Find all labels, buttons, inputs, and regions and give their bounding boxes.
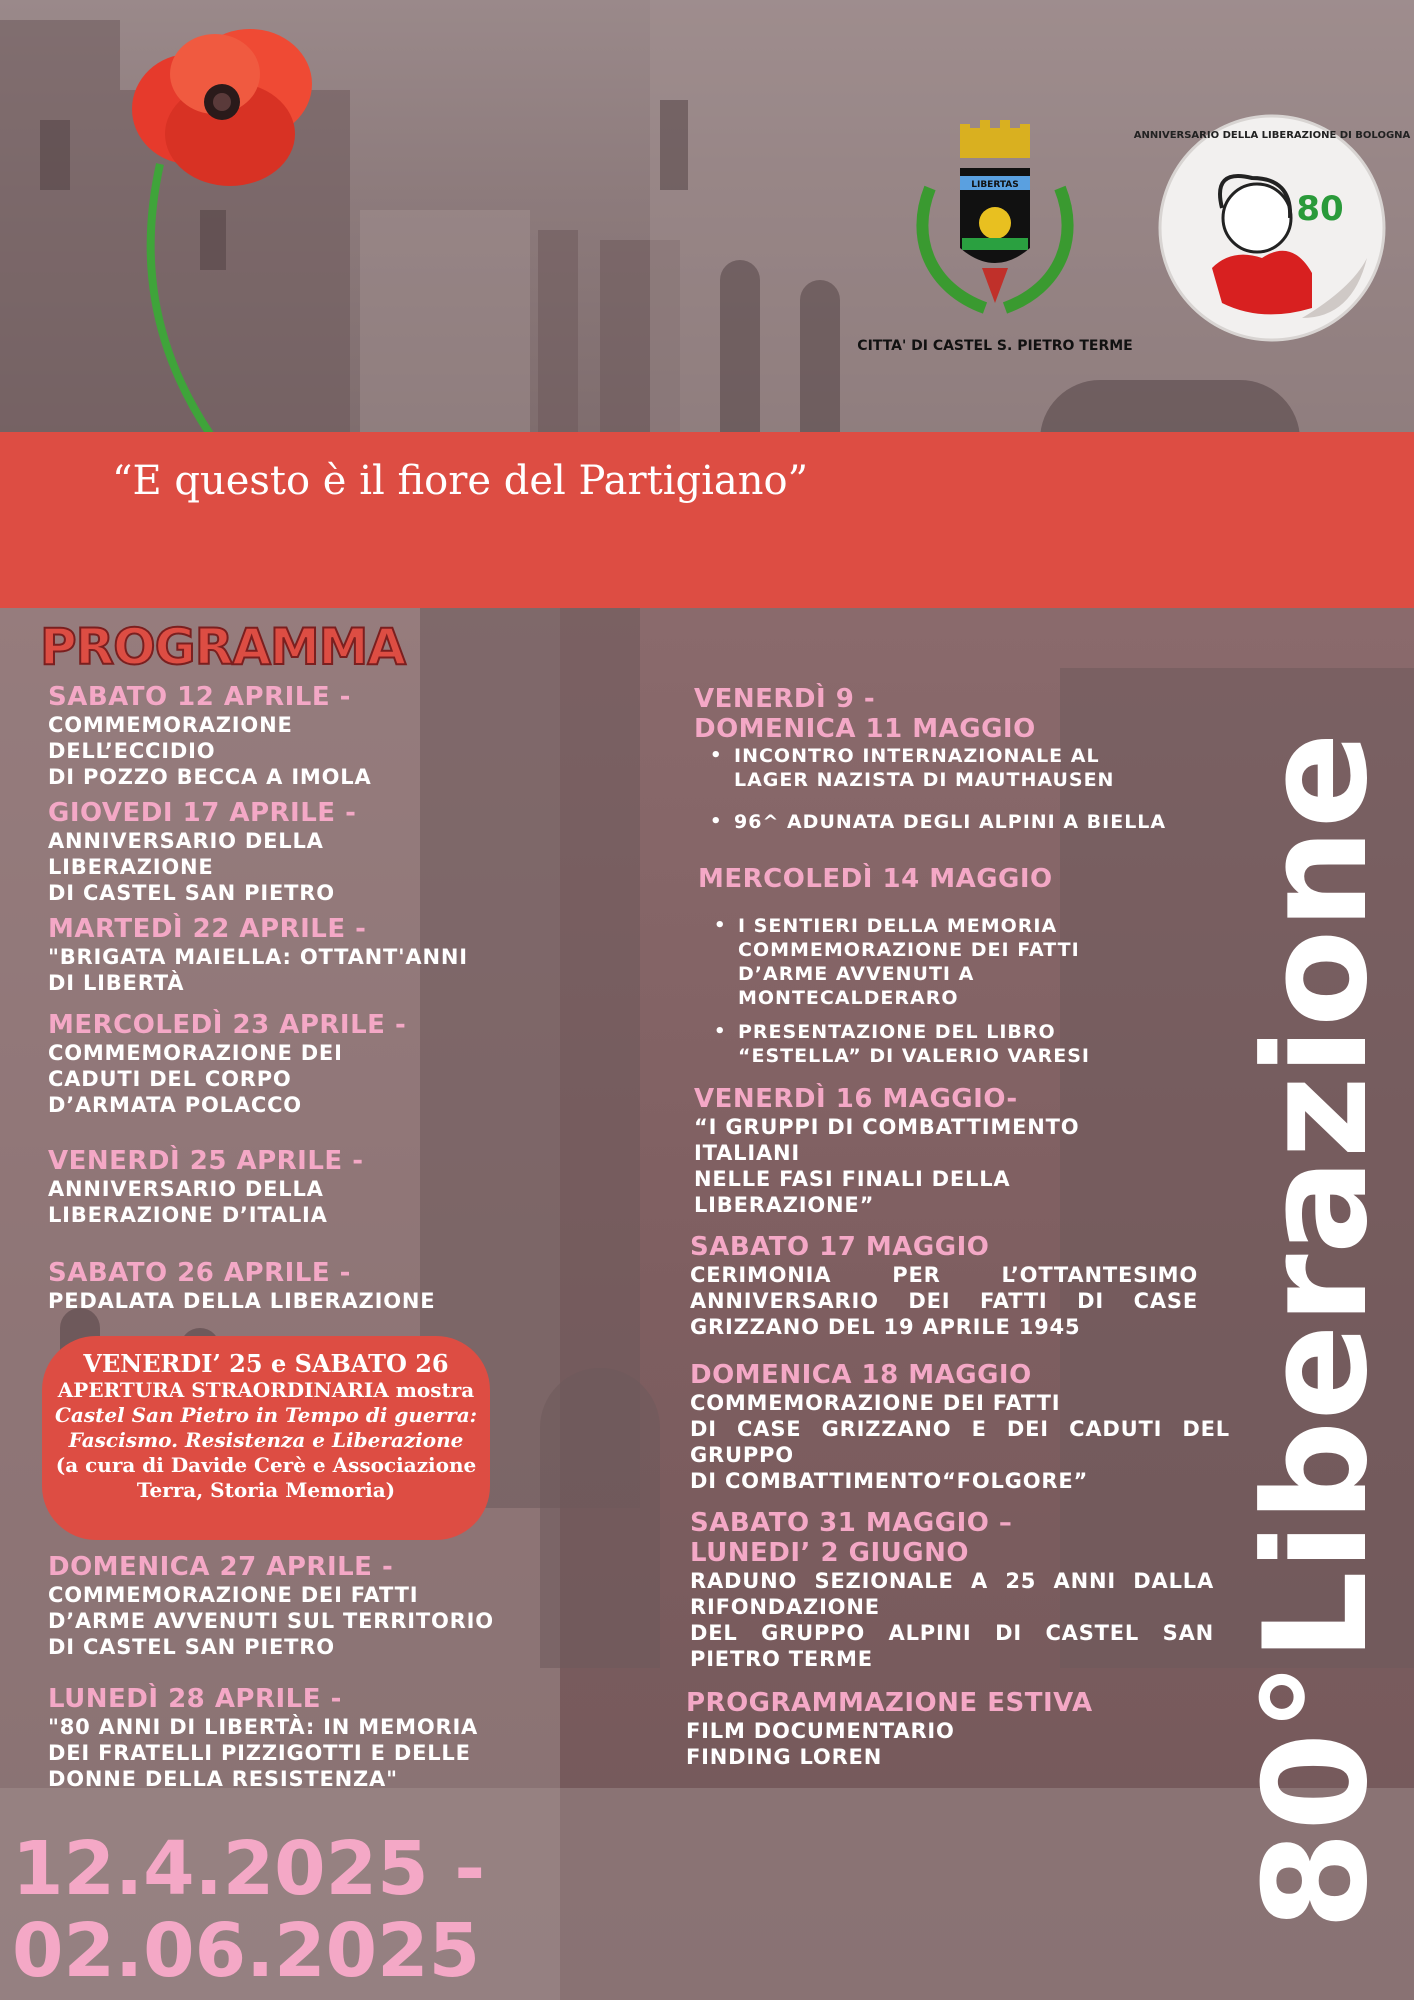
event-text: RADUNO SEZIONALE A 25 ANNI DALLA	[690, 1569, 1214, 1593]
bullet-line: LAGER NAZISTA DI MAUTHAUSEN	[734, 769, 1115, 791]
event-text: FINDING LOREN	[686, 1745, 883, 1769]
event-bullets	[694, 744, 1166, 834]
sticker-number: 80	[1296, 189, 1344, 229]
event-right-5	[690, 1508, 1214, 1672]
event-text: DONNE DELLA RESISTENZA"	[48, 1767, 398, 1791]
bullet-line: MONTECALDERARO	[738, 987, 959, 1009]
crest-banner-text: LIBERTAS	[971, 180, 1019, 190]
banner-quote: “E questo è il fiore del Partigiano”	[112, 458, 809, 504]
pill-line: Terra, Storia Memoria)	[136, 1478, 396, 1502]
event-bullets	[698, 914, 1090, 1068]
event-text: COMMEMORAZIONE DEI	[48, 1041, 343, 1065]
event-right-6	[686, 1688, 1093, 1770]
event-text: DI CASE GRIZZANO E DEI CADUTI DEL	[690, 1417, 1230, 1441]
event-text: NELLE FASI FINALI DELLA	[694, 1167, 1011, 1191]
event-date: SABATO 26 APRILE -	[48, 1258, 351, 1288]
event-date: SABATO 12 APRILE -	[48, 682, 351, 712]
event-left-5	[48, 1258, 435, 1314]
event-date: GIOVEDI 17 APRILE -	[48, 798, 357, 828]
event-text: PEDALATA DELLA LIBERAZIONE	[48, 1289, 436, 1313]
event-text: "BRIGATA MAIELLA: OTTANT'ANNI	[48, 945, 468, 969]
event-left-6	[48, 1552, 494, 1660]
event-text: CERIMONIA PER L’OTTANTESIMO	[690, 1263, 1198, 1287]
vertical-title: 80°Liberazione	[1234, 732, 1399, 1930]
date-range-start: 12.4.2025 -	[12, 1826, 486, 1912]
bullet-line: “ESTELLA” DI VALERIO VARESI	[738, 1045, 1090, 1067]
event-left-4	[48, 1146, 364, 1228]
event-date: SABATO 17 MAGGIO	[690, 1232, 990, 1262]
event-left-1	[48, 798, 356, 906]
bullet-item: • I SENTIERI DELLA MEMORIA COMMEMORAZIONE DEI FATTI D’ARME AVVENUTI A MONTECALDERARO	[714, 915, 1080, 1009]
city-crest-icon	[857, 118, 1133, 358]
date-range-end: 02.06.2025	[12, 1908, 481, 1994]
event-text: “I GRUPPI DI COMBATTIMENTO	[694, 1115, 1080, 1139]
bullet-item: • 96^ ADUNATA DEGLI ALPINI A BIELLA	[710, 811, 1167, 833]
event-text: DELL’ECCIDIO	[48, 739, 216, 763]
event-right-4	[690, 1360, 1230, 1494]
event-left-3	[48, 1010, 406, 1118]
event-date: VENERDÌ 9 -	[694, 684, 876, 714]
event-text: LIBERAZIONE	[48, 855, 214, 879]
event-text: COMMEMORAZIONE DEI FATTI	[690, 1391, 1061, 1415]
event-text: GRUPPO	[690, 1443, 794, 1467]
sticker-ring-text: ANNIVERSARIO DELLA LIBERAZIONE DI BOLOGNA	[1133, 130, 1411, 141]
event-date: DOMENICA 27 APRILE -	[48, 1552, 394, 1582]
event-date: VENERDÌ 16 MAGGIO-	[694, 1084, 1018, 1114]
event-text: COMMEMORAZIONE	[48, 713, 293, 737]
event-date: MERCOLEDÌ 14 MAGGIO	[698, 864, 1053, 894]
event-text: ANNIVERSARIO DELLA	[48, 1177, 324, 1201]
event-right-3	[690, 1232, 1198, 1340]
event-date: SABATO 31 MAGGIO –	[690, 1508, 1013, 1538]
event-text: PIETRO TERME	[690, 1647, 873, 1671]
poppy-flower-icon	[120, 14, 330, 434]
bullet-line: PRESENTAZIONE DEL LIBRO	[738, 1021, 1056, 1043]
event-text: DEI FRATELLI PIZZIGOTTI E DELLE	[48, 1741, 471, 1765]
event-right-1	[698, 864, 1090, 1082]
event-date: MARTEDÌ 22 APRILE -	[48, 914, 367, 944]
crest-ring-text: CITTA' DI CASTEL S. PIETRO TERME	[857, 338, 1133, 354]
event-text: ITALIANI	[694, 1141, 800, 1165]
event-text: D’ARME AVVENUTI SUL TERRITORIO	[48, 1609, 494, 1633]
event-date: DOMENICA 18 MAGGIO	[690, 1360, 1032, 1390]
date-range	[12, 1828, 485, 1992]
event-text: DI CASTEL SAN PIETRO	[48, 1635, 335, 1659]
bullet-line: INCONTRO INTERNAZIONALE AL	[734, 745, 1100, 767]
event-text: LIBERAZIONE”	[694, 1193, 875, 1217]
event-right-2	[694, 1084, 1214, 1218]
event-text: DI COMBATTIMENTO“FOLGORE”	[690, 1469, 1089, 1493]
event-date: LUNEDI’ 2 GIUGNO	[690, 1538, 969, 1568]
event-text: CADUTI DEL CORPO	[48, 1067, 292, 1091]
bullet-line: 96^ ADUNATA DEGLI ALPINI A BIELLA	[734, 811, 1167, 833]
event-left-2	[48, 914, 468, 996]
event-date: VENERDÌ 25 APRILE -	[48, 1146, 364, 1176]
event-date: MERCOLEDÌ 23 APRILE -	[48, 1010, 407, 1040]
pill-line: (a cura di Davide Cerè e Associazione	[55, 1453, 477, 1477]
event-text: FILM DOCUMENTARIO	[686, 1719, 955, 1743]
event-text: D’ARMATA POLACCO	[48, 1093, 302, 1117]
event-date: DOMENICA 11 MAGGIO	[694, 714, 1036, 744]
event-date: LUNEDÌ 28 APRILE -	[48, 1684, 342, 1714]
event-text: ANNIVERSARIO DELLA	[48, 829, 324, 853]
bullet-item: • INCONTRO INTERNAZIONALE AL LAGER NAZISTA DI MAUTHAUSEN	[710, 745, 1115, 791]
programma-heading: PROGRAMMA	[40, 618, 406, 676]
event-text: COMMEMORAZIONE DEI FATTI	[48, 1583, 419, 1607]
event-text: RIFONDAZIONE	[690, 1595, 880, 1619]
bullet-line: I SENTIERI DELLA MEMORIA	[738, 915, 1058, 937]
bullet-line: COMMEMORAZIONE DEI FATTI	[738, 939, 1080, 961]
pill-line: APERTURA STRAORDINARIA mostra	[57, 1378, 475, 1402]
pill-line: VENERDI’ 25 e SABATO 26	[83, 1349, 449, 1378]
exhibition-pill	[42, 1336, 490, 1540]
event-text: "80 ANNI DI LIBERTÀ: IN MEMORIA	[48, 1715, 479, 1739]
event-text: DI CASTEL SAN PIETRO	[48, 881, 335, 905]
event-text: DI POZZO BECCA A IMOLA	[48, 765, 372, 789]
event-text: DEL GRUPPO ALPINI DI CASTEL SAN	[690, 1621, 1214, 1645]
pill-line: Fascismo. Resistenza e Liberazione	[68, 1428, 464, 1452]
anniversary-sticker-icon	[1133, 108, 1411, 348]
event-right-0	[694, 684, 1166, 848]
bullet-item: • PRESENTAZIONE DEL LIBRO “ESTELLA” DI VALERIO VARESI	[714, 1021, 1090, 1067]
event-text: ANNIVERSARIO DEI FATTI DI CASE	[690, 1289, 1198, 1313]
event-date: PROGRAMMAZIONE ESTIVA	[686, 1688, 1093, 1718]
event-left-0	[48, 682, 372, 790]
event-text: DI LIBERTÀ	[48, 971, 185, 995]
pill-line: Castel San Pietro in Tempo di guerra:	[54, 1403, 478, 1427]
event-text: LIBERAZIONE D’ITALIA	[48, 1203, 328, 1227]
bullet-line: D’ARME AVVENUTI A	[738, 963, 975, 985]
event-text: GRIZZANO DEL 19 APRILE 1945	[690, 1315, 1081, 1339]
event-left-7	[48, 1684, 478, 1792]
